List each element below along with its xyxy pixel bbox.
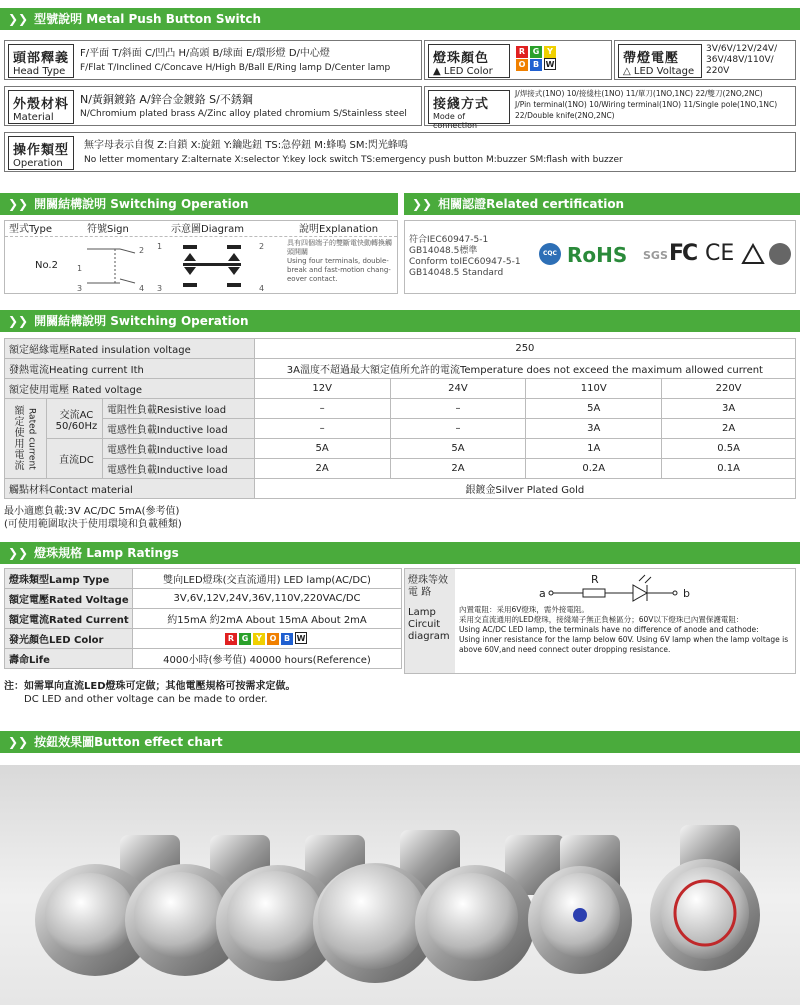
led-color-en xyxy=(433,66,505,77)
button-ring-lamp xyxy=(650,825,760,971)
section-banner-switching xyxy=(0,193,398,215)
lamp-label: 額定電壓Rated Voltage xyxy=(5,589,133,609)
certification-text xyxy=(409,235,521,279)
table-row xyxy=(5,399,796,419)
double-chevron-icon: ❯❯ xyxy=(8,197,29,211)
connection-line-1: J/焊接式(1NO) 10/接綫柱(1NO) 11/單刀(1NO,1NC) 22/雙刀(2NO,2NC) xyxy=(515,89,763,98)
lamp-circuit-notes xyxy=(459,605,793,655)
material-label xyxy=(8,90,74,124)
divider xyxy=(5,236,397,237)
explanation-en-2: break and fast-motion chang- xyxy=(287,266,391,274)
rating-cell: 2A xyxy=(662,419,796,439)
rohs-logo: RoHS xyxy=(567,243,628,267)
lamp-label: 發光顏色LED Color xyxy=(5,629,133,649)
load-label: 電感性負載Inductive load xyxy=(102,419,254,439)
section-banner-certification xyxy=(404,193,800,215)
material-en: Material xyxy=(13,112,54,123)
double-chevron-icon: ❯❯ xyxy=(412,197,433,211)
lamp-circuit-label xyxy=(405,569,455,673)
lamp-value: 雙向LED燈珠(交直流通用) LED lamp(AC/DC) xyxy=(133,569,402,589)
led-voltage-zh: 帶燈電壓 xyxy=(623,51,680,66)
sign-terminal-3: 3 xyxy=(77,284,83,293)
table-row xyxy=(5,609,402,629)
lamp-circuit-zh: 燈珠等效電 路 xyxy=(408,575,448,598)
rating-cell: – xyxy=(390,399,526,419)
ac-label: 交流AC 50/60Hz xyxy=(46,399,102,439)
led-color-swatch: B xyxy=(530,59,542,71)
section-banner-effect xyxy=(0,731,800,753)
load-label: 電阻性負載Resistive load xyxy=(102,399,254,419)
voltage-line-2: 36V/48V/110V/ xyxy=(706,55,774,65)
cert-line-4: GB14048.5 Standard xyxy=(409,268,504,278)
head-type-label xyxy=(8,44,74,78)
double-chevron-icon: ❯❯ xyxy=(8,735,29,749)
table-row xyxy=(5,459,796,479)
led-color-zh: 燈珠顏色 xyxy=(433,51,490,66)
led-color-label xyxy=(428,44,510,78)
lamp-ratings-table xyxy=(4,568,402,669)
contact-label: 觸點材料Contact material xyxy=(5,479,255,499)
double-chevron-icon: ❯❯ xyxy=(8,314,29,328)
diagram-terminal-3: 3 xyxy=(157,284,163,293)
led-voltage-values xyxy=(706,44,777,77)
lamp-value: 約15mA 約2mA About 15mA About 2mA xyxy=(133,609,402,629)
section-banner-model xyxy=(0,8,800,30)
sign-terminal-1: 1 xyxy=(77,264,83,273)
explanation-zh: 具有四個端子的雙斷電快動轉換觸頭開關 xyxy=(287,239,392,256)
fc-logo: FC xyxy=(669,241,697,266)
explanation-en-1: Using four terminals, double- xyxy=(287,257,389,265)
heating-value: 3A溫度不超過最大額定值所允許的電流Temperature does not exceed the maximum allowed current xyxy=(254,359,795,379)
section-title: 型號說明 Metal Push Button Switch xyxy=(34,12,262,26)
push-buttons-illustration xyxy=(0,765,800,1005)
cqc-logo-icon: CQC xyxy=(539,243,561,265)
material-en-options: N/Chromium plated brass A/Zinc alloy plated chromium S/Stainless steel xyxy=(80,109,407,119)
certification-panel xyxy=(404,220,796,294)
table-row xyxy=(5,649,402,669)
sign-terminal-2: 2 xyxy=(139,246,145,255)
rating-cell: – xyxy=(390,419,526,439)
lamp-color-swatches xyxy=(133,629,402,649)
rating-cell: 3A xyxy=(662,399,796,419)
ce-logo: CE xyxy=(705,241,735,266)
section-title: 燈珠規格 Lamp Ratings xyxy=(34,546,179,560)
material-zh-options: N/黃銅鍍鉻 A/鋅合金鍍鉻 S/不銹鋼 xyxy=(80,93,253,106)
insulation-label: 額定絕緣電壓Rated insulation voltage xyxy=(5,339,255,359)
double-chevron-icon: ❯❯ xyxy=(8,546,29,560)
rating-cell: 0.5A xyxy=(662,439,796,459)
led-color-swatch: W xyxy=(545,60,555,69)
button-effect-photo xyxy=(0,765,800,1005)
node-b: b xyxy=(683,587,690,600)
rating-cell: 5A xyxy=(254,439,390,459)
dc-label: 直流DC xyxy=(46,439,102,479)
table-row xyxy=(5,419,796,439)
operation-label xyxy=(8,136,74,170)
lamp-circuit-panel xyxy=(404,568,796,674)
rating-cell: 3A xyxy=(526,419,662,439)
load-label: 電感性負載Inductive load xyxy=(102,459,254,479)
table-row xyxy=(5,569,402,589)
rating-cell: 0.2A xyxy=(526,459,662,479)
led-voltage-label xyxy=(618,44,702,78)
switch-explanation xyxy=(287,239,395,284)
double-chevron-icon: ❯❯ xyxy=(8,12,29,26)
rating-cell: 1A xyxy=(526,439,662,459)
rated-current-en: Rated current xyxy=(26,407,37,470)
led-color-swatch: B xyxy=(281,633,293,645)
table-row xyxy=(5,589,402,609)
head-type-en-options: F/Flat T/Inclined C/Concave H/High B/Ball E/Ring lamp D/Center lamp xyxy=(80,63,391,73)
circuit-note-3: Using AC/DC LED lamp, the terminals have no difference of anode and cathode: xyxy=(459,625,759,634)
led-color-swatch: O xyxy=(267,633,279,645)
led-color-swatch: Y xyxy=(544,46,556,58)
head-type-zh-options: F/平面 T/斜面 C/凹凸 H/高頭 B/球面 E/環形燈 D/中心燈 xyxy=(80,48,330,59)
lamp-value: 4000小時(參考值) 40000 hours(Reference) xyxy=(133,649,402,669)
voltage-col: 24V xyxy=(390,379,526,399)
rating-cell: – xyxy=(254,419,390,439)
led-color-swatch: G xyxy=(239,633,251,645)
sign-terminal-4: 4 xyxy=(139,284,145,293)
circuit-note-5: above 60V,and need connect outer dropping resistance. xyxy=(459,645,671,654)
circuit-diagram xyxy=(535,571,695,605)
rating-cell: 2A xyxy=(390,459,526,479)
rating-cell: – xyxy=(254,399,390,419)
col-sign: 符號Sign xyxy=(87,224,129,235)
table-row xyxy=(5,359,796,379)
diagram-terminal-2: 2 xyxy=(259,242,265,251)
load-label: 電感性負載Inductive load xyxy=(102,439,254,459)
col-explanation: 說明Explanation xyxy=(299,224,379,235)
connection-line-3: 22/Double knife(2NO,2NC) xyxy=(515,111,615,120)
connection-label xyxy=(428,90,510,130)
triangle-up-icon: ▲ xyxy=(433,66,441,77)
rating-cell: 5A xyxy=(390,439,526,459)
operation-en-options: No letter momentary Z:alternate X:selector Y:key lock switch TS:emergency push button M:buzzer SM:flash with buzzer xyxy=(84,155,623,165)
led-color-swatch: O xyxy=(516,59,528,71)
switch-type-value: No.2 xyxy=(35,260,58,271)
head-type-en: Head Type xyxy=(13,66,66,77)
table-row xyxy=(5,439,796,459)
min-load-note: 最小適應負載:3V AC/DC 5mA(參考值) xyxy=(4,506,180,517)
section-banner-lamp xyxy=(0,542,800,564)
heating-label: 發熱電流Heating current Ith xyxy=(5,359,255,379)
connection-line-2: J/Pin terminal(1NO) 10/Wiring terminal(1NO) 11/Single pole(1NO,1NC) xyxy=(515,100,778,109)
section-title: 開關結構說明 Switching Operation xyxy=(34,314,249,328)
voltage-line-3: 220V xyxy=(706,66,730,76)
lamp-order-note-en: DC LED and other voltage can be made to order. xyxy=(24,694,268,705)
cert-line-3: Conform toIEC60947-5-1 xyxy=(409,257,521,267)
voltage-line-1: 3V/6V/12V/24V/ xyxy=(706,44,778,54)
operation-zh-options: 無字母表示自復 Z:自鎖 X:旋鈕 Y:鑰匙鈕 TS:急停鈕 M:蜂鳴 SM:閃光蜂鳴 xyxy=(84,140,408,151)
lamp-order-note-zh: 注：如需單向直流LED燈珠可定做；其他電壓規格可按需求定做。 xyxy=(4,681,296,692)
led-voltage-en xyxy=(623,66,697,77)
lamp-label: 額定電流Rated Current xyxy=(5,609,133,629)
resistor-r: R xyxy=(591,573,599,586)
sgs-logo: SGS xyxy=(643,249,668,262)
ratings-table xyxy=(4,338,796,499)
rating-cell: 0.1A xyxy=(662,459,796,479)
col-type: 型式Type xyxy=(9,224,52,235)
connection-en: Mode of connection xyxy=(433,112,478,130)
lamp-label: 燈珠類型Lamp Type xyxy=(5,569,133,589)
led-color-swatch: R xyxy=(516,46,528,58)
led-color-swatch: R xyxy=(225,633,237,645)
led-color-swatch: W xyxy=(296,634,306,643)
section-banner-ratings xyxy=(0,310,800,332)
table-row xyxy=(5,379,796,399)
led-voltage-en-text: LED Voltage xyxy=(633,66,695,77)
table-row xyxy=(5,629,402,649)
circuit-note-4: Using inner resistance for the lamp below 60V. Using 6V lamp when the lamp voltage is xyxy=(459,635,789,644)
voltage-col: 220V xyxy=(662,379,796,399)
table-row xyxy=(5,479,796,499)
connection-options xyxy=(515,88,777,121)
diagram-terminal-1: 1 xyxy=(157,242,163,251)
contact-value: 銀鍍金Silver Plated Gold xyxy=(254,479,795,499)
insulation-value: 250 xyxy=(254,339,795,359)
rating-cell: 5A xyxy=(526,399,662,419)
cert-line-1: 符合IEC60947-5-1 xyxy=(409,235,489,245)
tuv-logo-icon xyxy=(769,243,791,265)
section-title: 開關結構說明 Switching Operation xyxy=(34,197,249,211)
lamp-value: 3V,6V,12V,24V,36V,110V,220VAC/DC xyxy=(133,589,402,609)
led-color-swatches xyxy=(516,46,576,71)
lamp-label: 壽命Life xyxy=(5,649,133,669)
warning-triangle-logo-icon xyxy=(741,243,765,267)
rated-current-zh: 額定使用電流 xyxy=(14,405,25,472)
led-color-en-text: LED Color xyxy=(443,66,493,77)
operation-en: Operation xyxy=(13,158,63,169)
section-title: 按鈕效果圖Button effect chart xyxy=(34,735,223,749)
led-color-swatch: G xyxy=(530,46,542,58)
voltage-col: 12V xyxy=(254,379,390,399)
head-type-zh: 頭部釋義 xyxy=(13,51,70,66)
switch-sign-symbol xyxy=(75,239,155,293)
operation-zh: 操作類型 xyxy=(13,143,70,158)
connection-zh: 接綫方式 xyxy=(433,97,490,112)
table-row xyxy=(5,339,796,359)
voltage-col: 110V xyxy=(526,379,662,399)
section-title: 相關認證Related certification xyxy=(438,197,625,211)
col-diagram: 示意圖Diagram xyxy=(171,224,244,235)
node-a: a xyxy=(539,587,546,600)
triangle-outline-icon: △ xyxy=(623,66,631,77)
cert-line-2: GB14048.5標準 xyxy=(409,246,478,256)
explanation-en-3: eover contact. xyxy=(287,275,338,283)
circuit-note-2: 采用交直流通用的LED燈珠，接綫端子無正負極區分；60V以下燈珠已內置保護電阻： xyxy=(459,615,744,624)
rated-current-label xyxy=(5,399,47,479)
switching-structure-table xyxy=(4,220,398,294)
range-note: (可使用範圍取決于使用環境和負載種類) xyxy=(4,519,182,530)
rating-cell: 2A xyxy=(254,459,390,479)
led-color-swatch: Y xyxy=(253,633,265,645)
diagram-terminal-4: 4 xyxy=(259,284,265,293)
lamp-circuit-en: Lamp Circuit diagram xyxy=(408,607,450,642)
switch-diagram xyxy=(155,239,285,293)
material-zh: 外殼材料 xyxy=(13,97,70,112)
circuit-note-1: 內置電阻：采用6V燈珠，需外接電阻。 xyxy=(459,605,589,614)
voltage-label: 額定使用電壓 Rated voltage xyxy=(5,379,255,399)
